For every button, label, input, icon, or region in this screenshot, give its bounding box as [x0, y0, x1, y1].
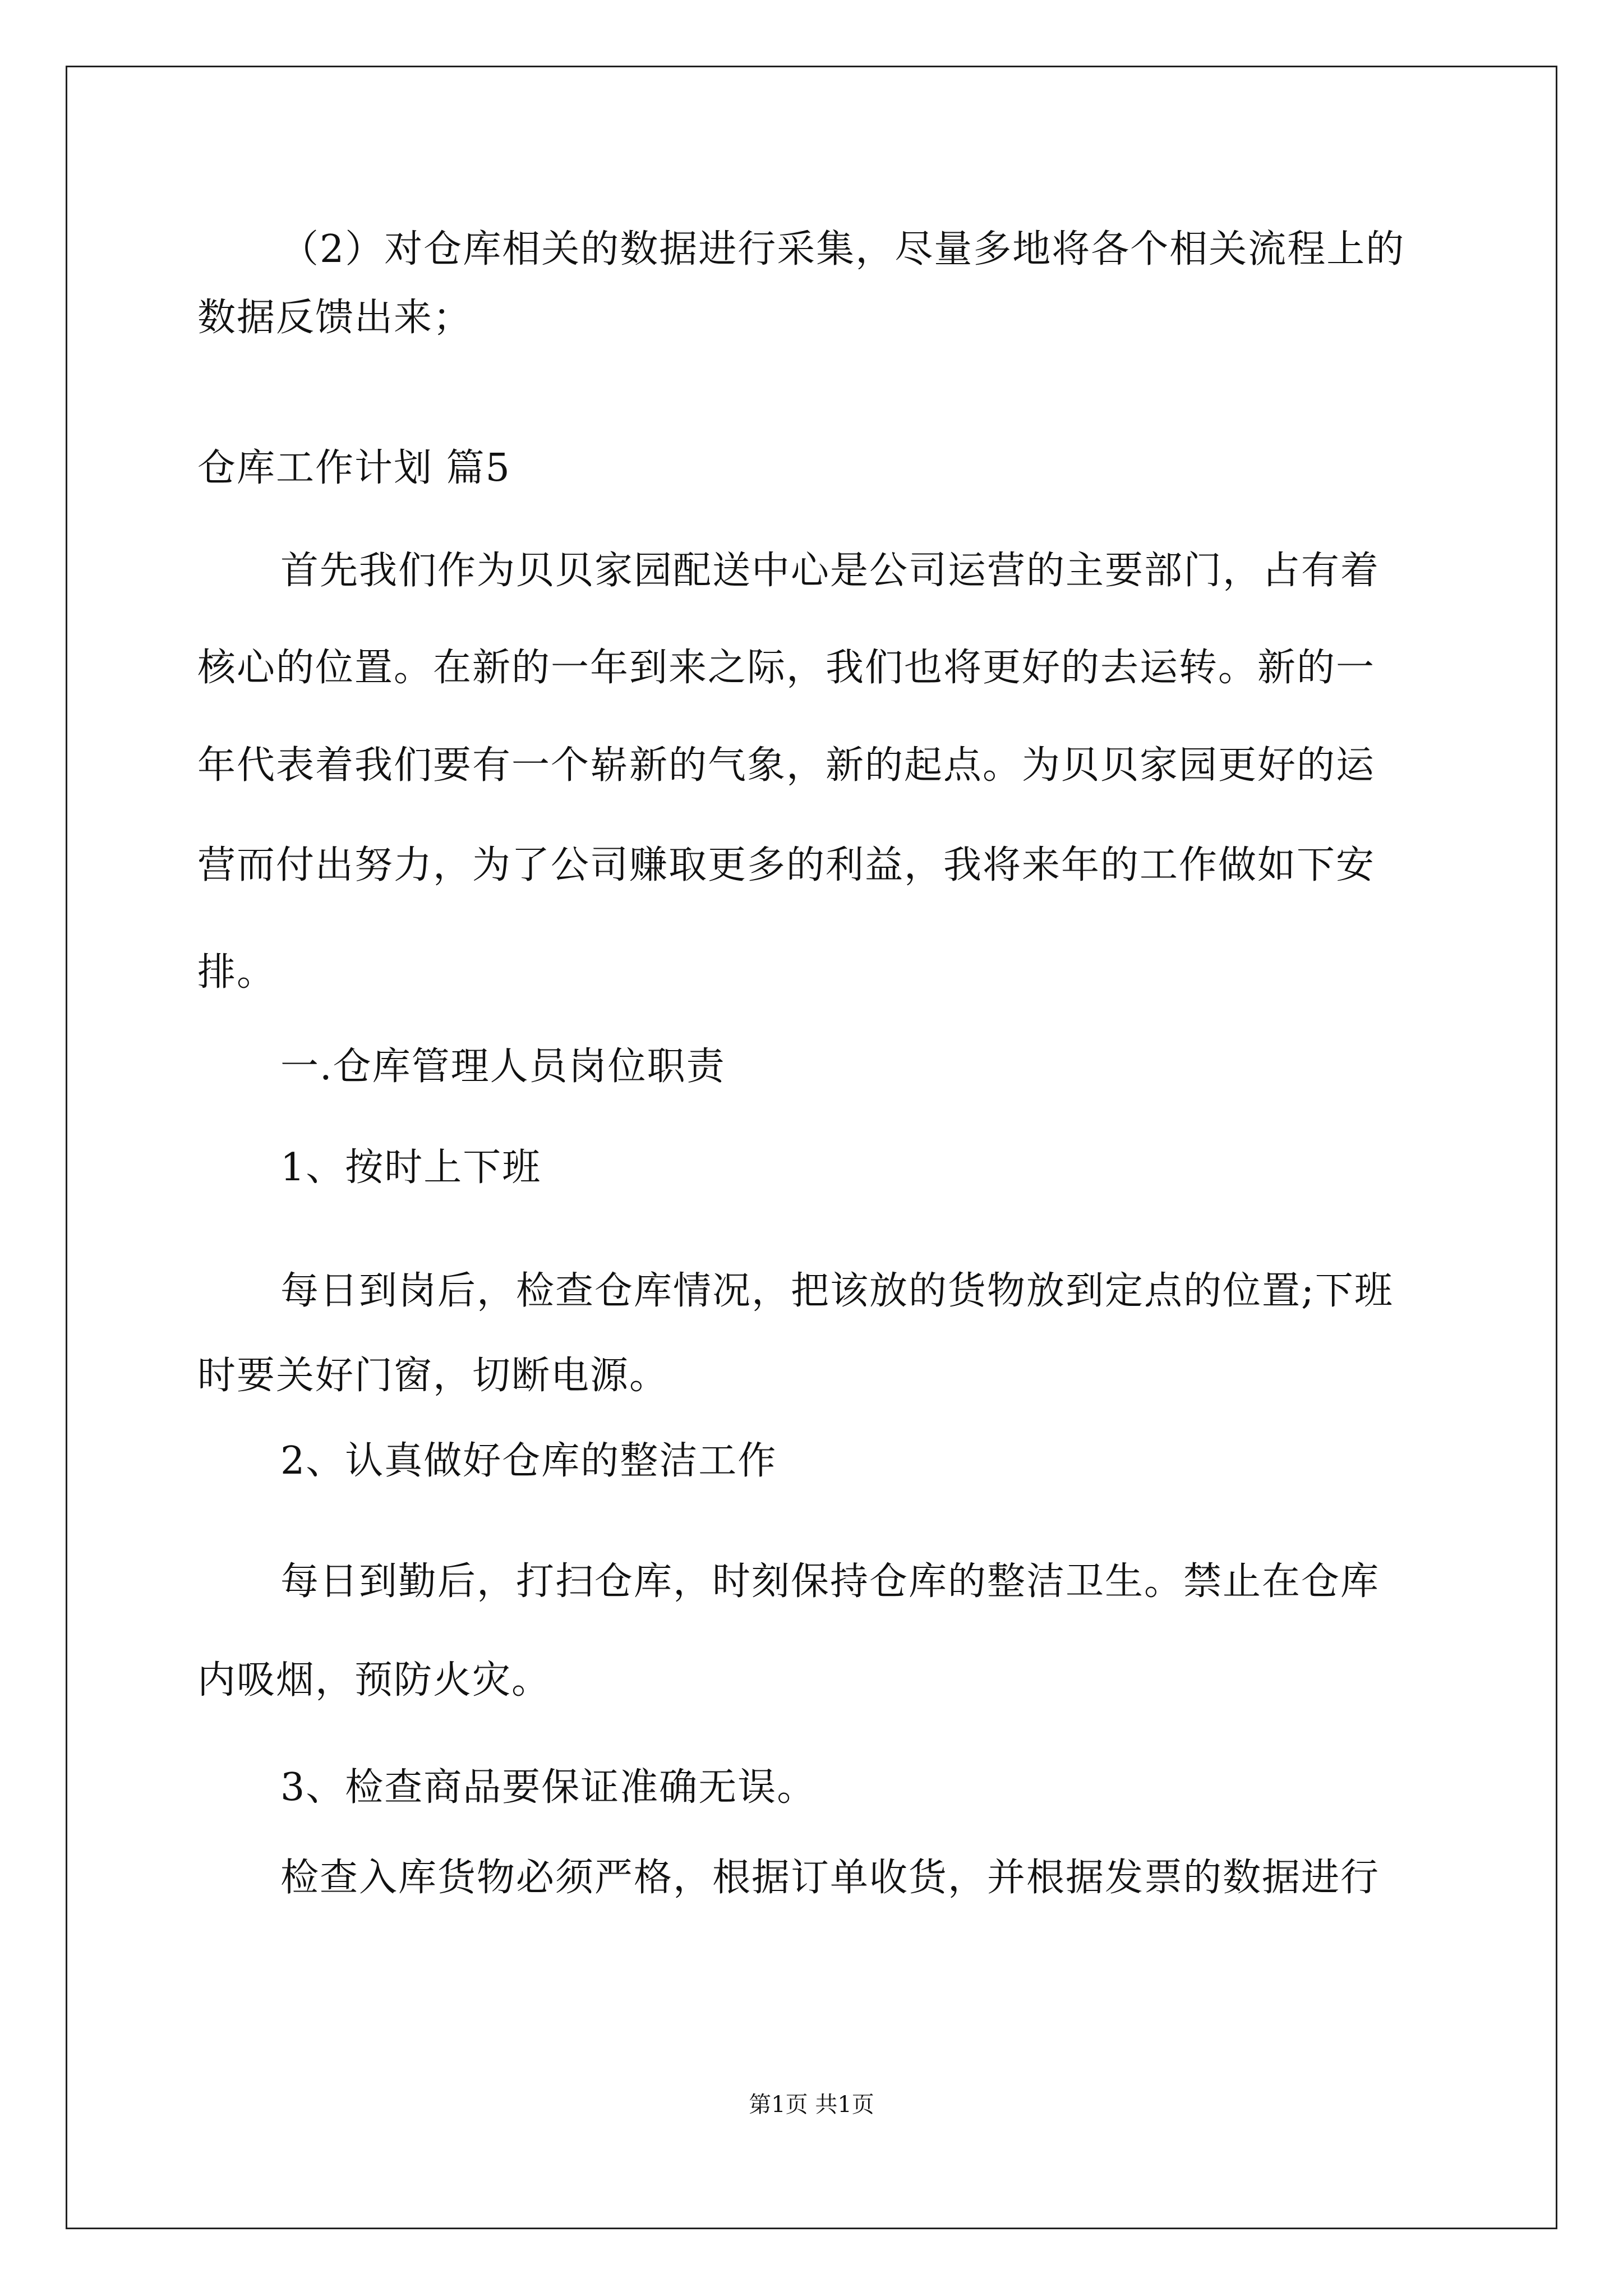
- page-footer: 第1页 共1页: [749, 2092, 874, 2118]
- section-heading: 仓库工作计划 篇5: [197, 446, 511, 490]
- paragraph-line: 数据反馈出来；: [197, 296, 473, 340]
- subheading: 3、检查商品要保证准确无误。: [280, 1765, 817, 1810]
- paragraph-line: 排。: [197, 950, 276, 995]
- paragraph-line: 时要关好门窗，切断电源。: [197, 1354, 669, 1398]
- paragraph-line: 营而付出努力，为了公司赚取更多的利益，我将来年的工作做如下安: [197, 843, 1376, 887]
- paragraph-line: （2）对仓库相关的数据进行采集，尽量多地将各个相关流程上的: [280, 227, 1405, 272]
- paragraph-line: 首先我们作为贝贝家园配送中心是公司运营的主要部门，占有着: [280, 549, 1380, 593]
- subheading: 2、认真做好仓库的整洁工作: [280, 1439, 777, 1483]
- paragraph-line: 核心的位置。在新的一年到来之际，我们也将更好的去运转。新的一: [197, 646, 1376, 690]
- paragraph-line: 检查入库货物必须严格，根据订单收货，并根据发票的数据进行: [280, 1856, 1380, 1900]
- paragraph-line: 年代表着我们要有一个崭新的气象，新的起点。为贝贝家园更好的运: [197, 743, 1376, 788]
- paragraph-line: 每日到岗后，检查仓库情况，把该放的货物放到定点的位置;下班: [280, 1269, 1394, 1313]
- paragraph-line: 每日到勤后，打扫仓库，时刻保持仓库的整洁卫生。禁止在仓库: [280, 1559, 1380, 1604]
- subheading: 1、按时上下班: [280, 1145, 542, 1190]
- subheading: 一.仓库管理人员岗位职责: [280, 1045, 726, 1089]
- paragraph-line: 内吸烟，预防火灾。: [197, 1658, 551, 1703]
